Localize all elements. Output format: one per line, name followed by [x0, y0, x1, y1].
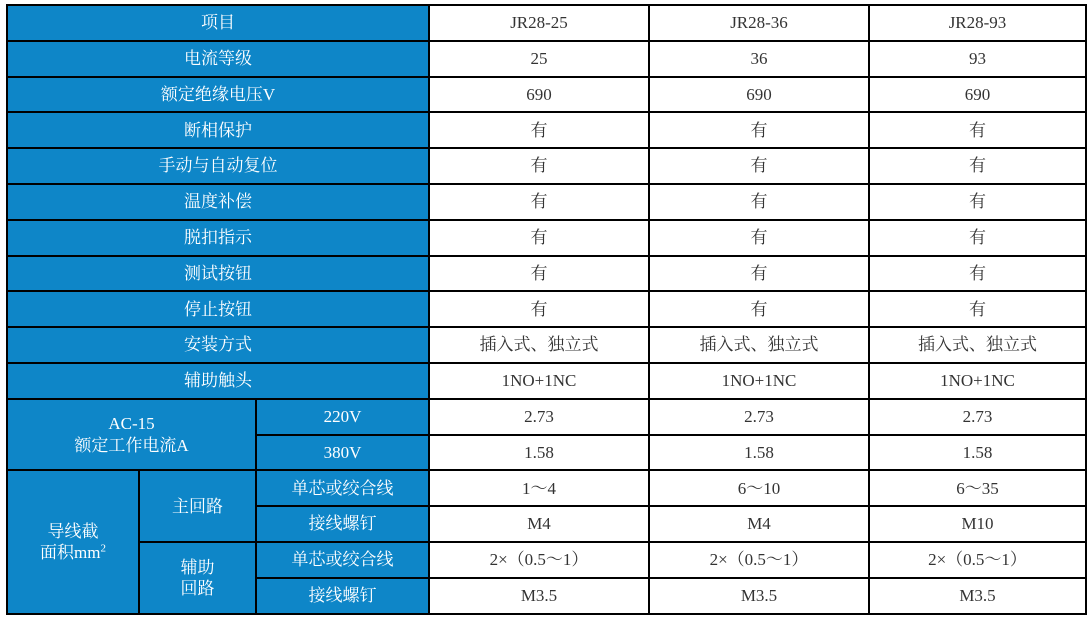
row-insulation-voltage	[7, 77, 1086, 113]
cell-value: 有	[869, 291, 1086, 327]
row-label: 测试按钮	[7, 256, 429, 292]
ac15-voltage-label: 380V	[256, 435, 429, 471]
cell-value: M3.5	[429, 578, 649, 614]
cell-value: 2.73	[429, 399, 649, 435]
cell-value: 有	[649, 291, 869, 327]
cell-value: 36	[649, 41, 869, 77]
row-label: 安装方式	[7, 327, 429, 363]
cell-value: 1.58	[869, 435, 1086, 471]
cell-value: 25	[429, 41, 649, 77]
cell-value: 2×（0.5～1）	[429, 542, 649, 578]
row-label: 电流等级	[7, 41, 429, 77]
cell-value: 插入式、独立式	[429, 327, 649, 363]
aux-circuit-line1: 辅助	[180, 557, 215, 577]
cell-value: 插入式、独立式	[649, 327, 869, 363]
cell-value: M10	[869, 506, 1086, 542]
row-label: 停止按钮	[7, 291, 429, 327]
cell-value: 有	[429, 148, 649, 184]
spec-table	[6, 4, 1087, 615]
cell-value: 6～10	[649, 470, 869, 506]
cell-value: 有	[649, 184, 869, 220]
row-label: 断相保护	[7, 112, 429, 148]
cell-value: M4	[649, 506, 869, 542]
header-row	[7, 5, 1086, 41]
cell-value: M3.5	[869, 578, 1086, 614]
row-trip-indication	[7, 220, 1086, 256]
aux-circuit-line2: 回路	[180, 578, 215, 598]
aux-circuit-label	[139, 542, 256, 614]
row-phase-failure-protection	[7, 112, 1086, 148]
cell-value: 有	[429, 112, 649, 148]
row-auxiliary-contact	[7, 363, 1086, 399]
cell-value: 690	[869, 77, 1086, 113]
cell-value: 93	[869, 41, 1086, 77]
cell-value: 1NO+1NC	[649, 363, 869, 399]
cell-value: 插入式、独立式	[869, 327, 1086, 363]
row-temperature-compensation	[7, 184, 1086, 220]
cell-value: M4	[429, 506, 649, 542]
cell-value: 有	[869, 112, 1086, 148]
row-label: 手动与自动复位	[7, 148, 429, 184]
cell-value: 有	[869, 148, 1086, 184]
cell-value: 1NO+1NC	[429, 363, 649, 399]
cell-value: 1.58	[429, 435, 649, 471]
row-current-rating	[7, 41, 1086, 77]
row-label: 辅助触头	[7, 363, 429, 399]
cell-value: 有	[649, 148, 869, 184]
wire-section-label	[7, 470, 139, 613]
cell-value: 有	[649, 220, 869, 256]
cell-value: 有	[429, 184, 649, 220]
row-mounting-type	[7, 327, 1086, 363]
wire-label-line2: 面积$mm^2$	[40, 542, 106, 562]
cell-value: 有	[429, 220, 649, 256]
ac15-voltage-label: 220V	[256, 399, 429, 435]
wire-type-label: 接线螺钉	[256, 578, 429, 614]
cell-value: 有	[649, 256, 869, 292]
header-model-jr28-93: JR28-93	[869, 5, 1086, 41]
cell-value: 有	[869, 256, 1086, 292]
cell-value: 有	[429, 256, 649, 292]
row-stop-button	[7, 291, 1086, 327]
row-label: 脱扣指示	[7, 220, 429, 256]
cell-value: 1.58	[649, 435, 869, 471]
cell-value: 2.73	[869, 399, 1086, 435]
row-test-button	[7, 256, 1086, 292]
row-label: 温度补偿	[7, 184, 429, 220]
cell-value: 有	[869, 220, 1086, 256]
cell-value: 2.73	[649, 399, 869, 435]
header-item-label: 项目	[7, 5, 429, 41]
cell-value: 1NO+1NC	[869, 363, 1086, 399]
wire-label-sup: 2	[100, 542, 106, 555]
ac15-label-line2: 额定工作电流A	[74, 435, 189, 455]
cell-value: 690	[649, 77, 869, 113]
cell-value: 2×（0.5～1）	[869, 542, 1086, 578]
cell-value: M3.5	[649, 578, 869, 614]
cell-value: 有	[429, 291, 649, 327]
wire-type-label: 单芯或绞合线	[256, 470, 429, 506]
cell-value: 有	[649, 112, 869, 148]
ac15-label	[7, 399, 256, 471]
wire-type-label: 接线螺钉	[256, 506, 429, 542]
wire-type-label: 单芯或绞合线	[256, 542, 429, 578]
cell-value: 6～35	[869, 470, 1086, 506]
cell-value: 有	[869, 184, 1086, 220]
row-ac15-220v	[7, 399, 1086, 435]
header-model-jr28-36: JR28-36	[649, 5, 869, 41]
header-model-jr28-25: JR28-25	[429, 5, 649, 41]
row-main-circuit-wire	[7, 470, 1086, 506]
cell-value: 690	[429, 77, 649, 113]
cell-value: 1～4	[429, 470, 649, 506]
row-label: 额定绝缘电压V	[7, 77, 429, 113]
wire-label-line1: 导线截	[47, 521, 99, 541]
row-aux-circuit-wire	[7, 542, 1086, 578]
cell-value: 2×（0.5～1）	[649, 542, 869, 578]
main-circuit-label: 主回路	[139, 470, 256, 542]
ac15-label-line1: AC-15	[108, 414, 155, 434]
row-manual-auto-reset	[7, 148, 1086, 184]
